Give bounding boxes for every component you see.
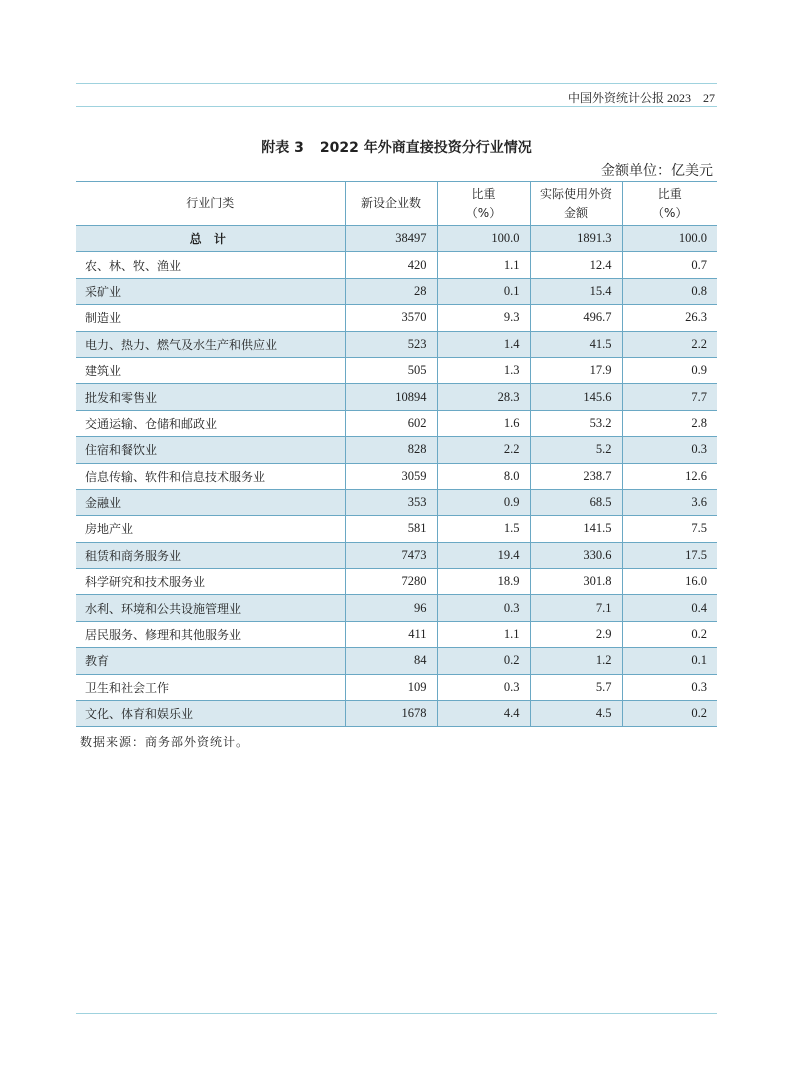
cell-name: 电力、热力、燃气及水生产和供应业 [76, 331, 345, 357]
cell-share2: 7.5 [622, 516, 717, 542]
page-number: 27 [703, 91, 715, 105]
cell-name: 农、林、牧、渔业 [76, 252, 345, 278]
cell-amount: 141.5 [530, 516, 622, 542]
cell-amount: 1.2 [530, 648, 622, 674]
table-row [76, 278, 717, 304]
column-header-new-enterprises: 新设企业数 [345, 182, 437, 226]
table-row [76, 621, 717, 647]
table-row [76, 569, 717, 595]
table-row [76, 305, 717, 331]
cell-amount: 496.7 [530, 305, 622, 331]
cell-new-enterprises: 7473 [345, 542, 437, 568]
cell-amount: 238.7 [530, 463, 622, 489]
cell-amount: 41.5 [530, 331, 622, 357]
cell-share2: 0.2 [622, 621, 717, 647]
cell-share1: 18.9 [437, 569, 530, 595]
running-header [568, 89, 715, 106]
source-note: 数据来源：商务部外资统计。 [80, 735, 250, 749]
cell-name: 租赁和商务服务业 [76, 542, 345, 568]
cell-name: 科学研究和技术服务业 [76, 569, 345, 595]
table-row [76, 437, 717, 463]
total-row [76, 226, 717, 252]
cell-share2: 3.6 [622, 489, 717, 515]
cell-name: 交通运输、仓储和邮政业 [76, 410, 345, 436]
cell-new-enterprises: 7280 [345, 569, 437, 595]
table-row [76, 410, 717, 436]
cell-share2: 0.3 [622, 674, 717, 700]
cell-share1: 0.1 [437, 278, 530, 304]
footer-rule [76, 1013, 717, 1014]
cell-new-enterprises: 3059 [345, 463, 437, 489]
table-row [76, 648, 717, 674]
cell-amount: 5.2 [530, 437, 622, 463]
cell-share2: 0.7 [622, 252, 717, 278]
table-row [76, 331, 717, 357]
cell-name: 批发和零售业 [76, 384, 345, 410]
cell-name: 信息传输、软件和信息技术服务业 [76, 463, 345, 489]
cell-amount: 7.1 [530, 595, 622, 621]
cell-amount: 2.9 [530, 621, 622, 647]
cell-share1: 1.1 [437, 252, 530, 278]
cell-amount: 68.5 [530, 489, 622, 515]
cell-name: 建筑业 [76, 357, 345, 383]
total-label: 总 计 [76, 226, 345, 252]
cell-new-enterprises: 828 [345, 437, 437, 463]
cell-share2: 0.2 [622, 701, 717, 727]
cell-new-enterprises: 96 [345, 595, 437, 621]
cell-share2: 2.8 [622, 410, 717, 436]
cell-amount: 4.5 [530, 701, 622, 727]
cell-name: 水利、环境和公共设施管理业 [76, 595, 345, 621]
table-row [76, 252, 717, 278]
cell-new-enterprises: 1678 [345, 701, 437, 727]
total-share1: 100.0 [437, 226, 530, 252]
cell-new-enterprises: 28 [345, 278, 437, 304]
table-row [76, 489, 717, 515]
cell-name: 房地产业 [76, 516, 345, 542]
cell-share2: 17.5 [622, 542, 717, 568]
industry-fdi-table [76, 181, 717, 727]
column-header-industry: 行业门类 [76, 182, 345, 226]
header-rule-bottom [76, 106, 717, 107]
table-row [76, 384, 717, 410]
cell-share2: 0.8 [622, 278, 717, 304]
cell-share2: 0.3 [622, 437, 717, 463]
cell-amount: 145.6 [530, 384, 622, 410]
cell-amount: 12.4 [530, 252, 622, 278]
cell-name: 文化、体育和娱乐业 [76, 701, 345, 727]
table-row [76, 674, 717, 700]
cell-new-enterprises: 10894 [345, 384, 437, 410]
total-amount: 1891.3 [530, 226, 622, 252]
cell-share1: 9.3 [437, 305, 530, 331]
cell-share1: 0.2 [437, 648, 530, 674]
cell-new-enterprises: 420 [345, 252, 437, 278]
header-rule-top [76, 83, 717, 84]
cell-name: 居民服务、修理和其他服务业 [76, 621, 345, 647]
cell-share1: 1.6 [437, 410, 530, 436]
table-row [76, 463, 717, 489]
cell-new-enterprises: 109 [345, 674, 437, 700]
cell-name: 制造业 [76, 305, 345, 331]
cell-share1: 8.0 [437, 463, 530, 489]
table-row [76, 357, 717, 383]
cell-share1: 4.4 [437, 701, 530, 727]
cell-new-enterprises: 353 [345, 489, 437, 515]
cell-share1: 0.3 [437, 674, 530, 700]
table-row [76, 595, 717, 621]
cell-name: 金融业 [76, 489, 345, 515]
cell-share1: 1.5 [437, 516, 530, 542]
cell-name: 教育 [76, 648, 345, 674]
cell-new-enterprises: 84 [345, 648, 437, 674]
cell-share2: 0.1 [622, 648, 717, 674]
cell-new-enterprises: 581 [345, 516, 437, 542]
cell-amount: 330.6 [530, 542, 622, 568]
cell-share2: 0.9 [622, 357, 717, 383]
cell-new-enterprises: 3570 [345, 305, 437, 331]
cell-amount: 5.7 [530, 674, 622, 700]
table-row [76, 542, 717, 568]
cell-share2: 0.4 [622, 595, 717, 621]
cell-share2: 12.6 [622, 463, 717, 489]
cell-share2: 26.3 [622, 305, 717, 331]
cell-share1: 28.3 [437, 384, 530, 410]
cell-new-enterprises: 505 [345, 357, 437, 383]
cell-new-enterprises: 602 [345, 410, 437, 436]
cell-amount: 301.8 [530, 569, 622, 595]
cell-amount: 17.9 [530, 357, 622, 383]
cell-share1: 0.9 [437, 489, 530, 515]
cell-share1: 0.3 [437, 595, 530, 621]
publication-title: 中国外资统计公报 2023 [567, 91, 691, 105]
table-title-text: 2022 年外商直接投资分行业情况 [319, 140, 532, 156]
cell-share1: 1.3 [437, 357, 530, 383]
cell-new-enterprises: 523 [345, 331, 437, 357]
cell-share1: 1.1 [437, 621, 530, 647]
cell-amount: 15.4 [530, 278, 622, 304]
column-header-amount: 实际使用外资 金额 [530, 182, 622, 226]
cell-share2: 16.0 [622, 569, 717, 595]
total-share2: 100.0 [622, 226, 717, 252]
cell-name: 采矿业 [76, 278, 345, 304]
column-header-share2: 比重 （%） [622, 182, 717, 226]
table-row [76, 516, 717, 542]
unit-note: 金额单位：亿美元 [601, 163, 713, 179]
table-title [0, 137, 793, 157]
table-header-row [76, 182, 717, 226]
table-label: 附表 3 [261, 140, 304, 156]
cell-share1: 19.4 [437, 542, 530, 568]
table-row [76, 701, 717, 727]
cell-name: 住宿和餐饮业 [76, 437, 345, 463]
cell-new-enterprises: 411 [345, 621, 437, 647]
column-header-share1: 比重 （%） [437, 182, 530, 226]
cell-share2: 2.2 [622, 331, 717, 357]
cell-name: 卫生和社会工作 [76, 674, 345, 700]
cell-amount: 53.2 [530, 410, 622, 436]
cell-share1: 1.4 [437, 331, 530, 357]
cell-share2: 7.7 [622, 384, 717, 410]
total-new-enterprises: 38497 [345, 226, 437, 252]
cell-share1: 2.2 [437, 437, 530, 463]
